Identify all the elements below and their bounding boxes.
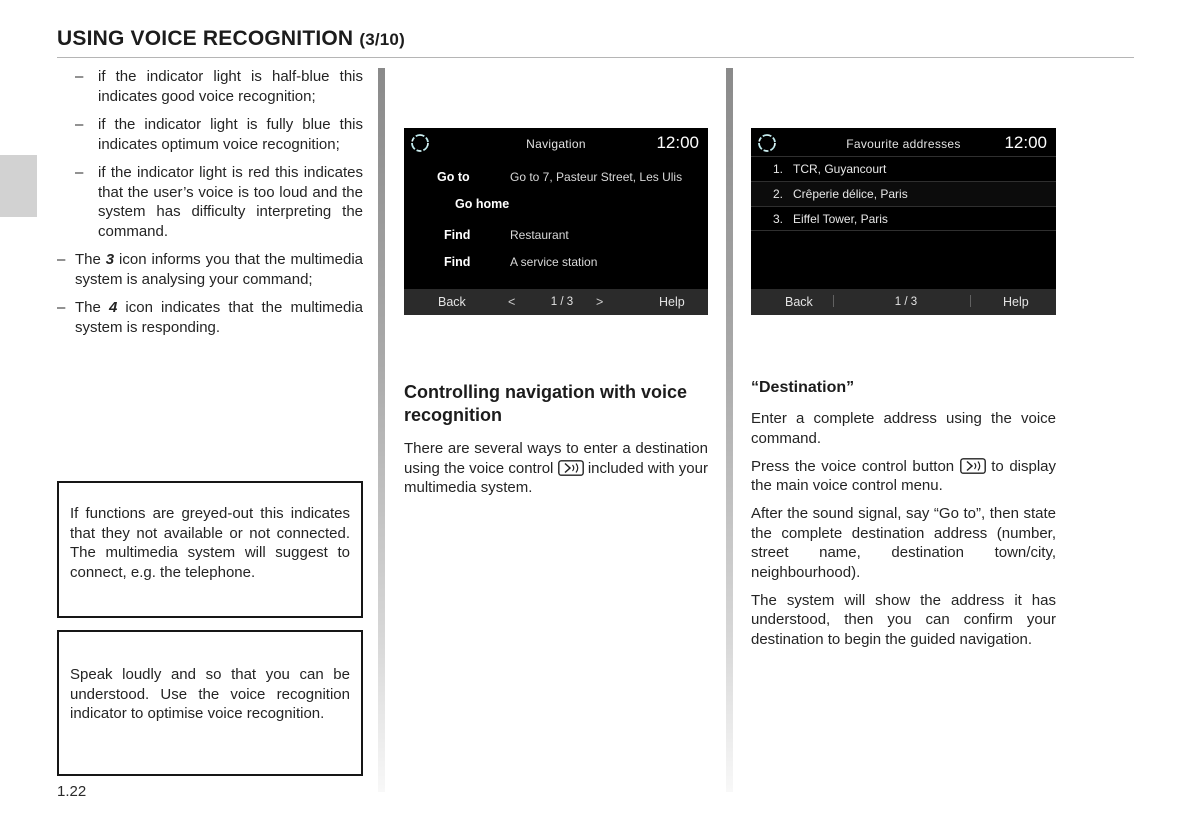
navigation-screen-illustration <box>404 128 708 315</box>
menu-item-label: Find <box>444 228 471 242</box>
favourite-addresses-screen-illustration <box>751 128 1056 315</box>
menu-item-label: Go to <box>437 170 470 184</box>
voice-control-button-icon <box>558 460 584 476</box>
page-number: 1.22 <box>57 783 87 800</box>
screen-footer <box>404 289 708 315</box>
bullet-dash: – <box>75 164 84 181</box>
list-item-text: if the indicator light is fully blue this indicates optimum voice recognition; <box>98 116 363 153</box>
menu-item-label: Go home <box>455 197 510 211</box>
list-item <box>57 250 363 289</box>
clock: 12:00 <box>1004 133 1047 152</box>
icon-reference-3: 3 <box>105 251 115 268</box>
menu-item-value: A service station <box>510 255 598 269</box>
favourite-item <box>751 181 1056 206</box>
left-column <box>57 67 363 346</box>
list-item-text: The 3 icon informs you that the multimedia system is analysing your command; <box>75 251 363 288</box>
list-item-text: The 4 icon indicates that the multimedia system is responding. <box>75 299 364 336</box>
screen-footer <box>751 289 1056 315</box>
screen-title: Favourite addresses <box>846 137 961 151</box>
screen-title: Navigation <box>526 137 586 151</box>
page-indicator: 1 / 3 <box>550 296 574 308</box>
favourite-item-number: 1. <box>773 162 784 176</box>
note-box-greyed-functions <box>57 481 363 618</box>
page-indicator: 1 / 3 <box>894 296 918 308</box>
help-button: Help <box>659 295 685 309</box>
back-button: Back <box>785 295 813 309</box>
chevron-right-icon: > <box>596 295 604 309</box>
paragraph: The system will show the address it has understood, then you can confirm your destination to begin the guided navigation. <box>751 591 1056 648</box>
menu-item-find-service-station <box>404 252 708 272</box>
paragraph: Press the voice control button to display the main voice control menu. <box>751 457 1057 494</box>
list-item <box>57 163 363 241</box>
list-item <box>57 115 363 154</box>
title-rule <box>57 57 1134 58</box>
favourite-item <box>751 206 1056 231</box>
menu-item-find-restaurant <box>404 225 708 245</box>
bullet-dash: – <box>57 299 66 316</box>
right-column <box>751 379 1056 658</box>
favourite-item-number: 3. <box>773 212 784 226</box>
page-title <box>57 27 405 51</box>
chapter-tab <box>0 155 37 217</box>
note-text: If functions are greyed-out this indicates that they not available or not connected. The multimedia system will suggest to connect, e.g. the telephone. <box>70 505 350 581</box>
list-item <box>57 67 363 106</box>
paragraph: After the sound signal, say “Go to”, then state the complete destination address (number, street name, destination town/city, neighbourhood). <box>751 505 1056 581</box>
bullet-dash: – <box>75 116 84 133</box>
list-item-text: if the indicator light is half-blue this indicates good voice recognition; <box>98 68 363 105</box>
menu-item-go-home <box>404 194 708 214</box>
paragraph: Enter a complete address using the voice command. <box>751 410 1056 447</box>
paragraph: There are several ways to enter a destination using the voice control included with your multimedia system. <box>404 440 708 496</box>
menu-item-go-to <box>404 167 708 187</box>
column-divider <box>726 68 733 792</box>
menu-item-value: Go to 7, Pasteur Street, Les Ulis <box>510 170 683 184</box>
chevron-left-icon: < <box>508 295 516 309</box>
middle-column <box>404 381 708 506</box>
list-item <box>57 298 363 337</box>
clock: 12:00 <box>656 133 699 152</box>
back-button: Back <box>438 295 466 309</box>
note-text: Speak loudly and so that you can be understood. Use the voice recognition indicator to optimise voice recognition. <box>70 666 350 722</box>
voice-control-button-icon <box>960 458 986 474</box>
note-box-speak-loudly <box>57 630 363 776</box>
page-title-main: USING VOICE RECOGNITION <box>57 27 354 50</box>
bullet-dash: – <box>75 68 84 85</box>
page-title-suffix: (3/10) <box>359 30 405 49</box>
favourite-item-text: Eiffel Tower, Paris <box>793 212 888 226</box>
section-heading: “Destination” <box>751 379 855 396</box>
footer-separator <box>970 295 971 307</box>
footer-separator <box>833 295 834 307</box>
favourite-item-text: TCR, Guyancourt <box>793 162 887 176</box>
bullet-dash: – <box>57 251 66 268</box>
favourite-item-number: 2. <box>773 187 784 201</box>
menu-item-label: Find <box>444 255 471 269</box>
icon-reference-4: 4 <box>108 299 118 316</box>
help-button: Help <box>1003 295 1029 309</box>
column-divider <box>378 68 385 792</box>
favourite-item <box>751 156 1056 181</box>
list-item-text: if the indicator light is red this indicates that the user’s voice is too loud and the system has difficulty interpreting the command. <box>98 164 363 240</box>
section-heading: Controlling navigation with voice recognition <box>404 382 688 425</box>
menu-item-value: Restaurant <box>510 228 569 242</box>
favourite-item-text: Crêperie délice, Paris <box>793 187 908 201</box>
